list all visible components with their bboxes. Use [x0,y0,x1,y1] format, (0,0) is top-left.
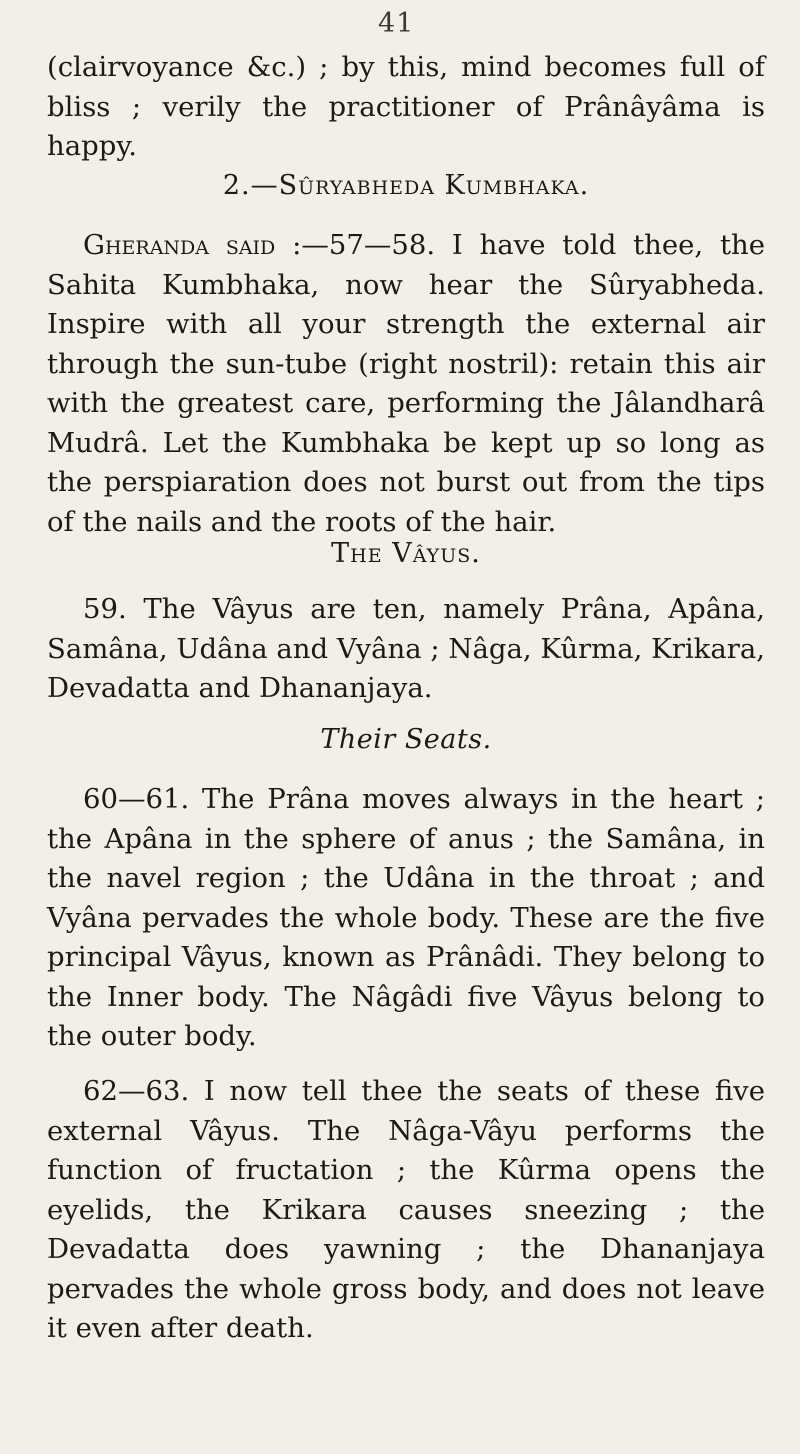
section-heading-vayus: The Vâyus. [331,538,481,569]
paragraph-text: 62—63. I now tell thee the seats of these five external Vâyus. The Nâga-Vâyu performs the function of fructation ; the Kûrma opens the eyelids, the Krikara causes sneezing ; the Devadatta does yawning ; the Dhananjaya pervades the whole gross body, and does not leave it even after death. [47,1075,765,1344]
paragraph-60-61 [47,780,765,1057]
paragraph-gheranda-said [47,226,765,542]
paragraph-text: 59. The Vâyus are ten, namely Prâna, Apâna, Samâna, Udâna and Vyâna ; Nâga, Kûrma, Krikara, Devadatta and Dhananjaya. [47,593,765,704]
paragraph-59 [47,590,765,709]
section-heading-suryabheda: 2.—Sûryabheda Kumbhaka. [222,170,590,201]
paragraph-body: :—57—58. I have told thee, the Sahita Kumbhaka, now hear the Sûryabheda. Inspire with all your strength the external air through the sun-tube (right nostril): retain this air with the greatest care, performing the Jâlandharâ Mudrâ. Let the Kumbhaka be kept up so long as the perspiaration does not burst out from the tips of the nails and the roots of the hair. [47,229,765,538]
paragraph-text: (clairvoyance &c.) ; by this, mind becomes full of bliss ; verily the practitioner of Prânâyâma is happy. [47,51,765,162]
paragraph-intro [47,48,765,167]
speaker-label: Gheranda said [83,229,276,261]
paragraph-text: 60—61. The Prâna moves always in the heart ; the Apâna in the sphere of anus ; the Samâna, in the navel region ; the Udâna in the throat ; and Vyâna pervades the whole body. These are the five principal Vâyus, known as Prânâdi. They belong to the Inner body. The Nâgâdi five Vâyus belong to the outer body. [47,783,765,1052]
section-heading-their-seats: Their Seats. [320,724,492,755]
paragraph-62-63 [47,1072,765,1349]
paragraph-text [47,226,765,542]
page-number: 41 [378,8,415,39]
